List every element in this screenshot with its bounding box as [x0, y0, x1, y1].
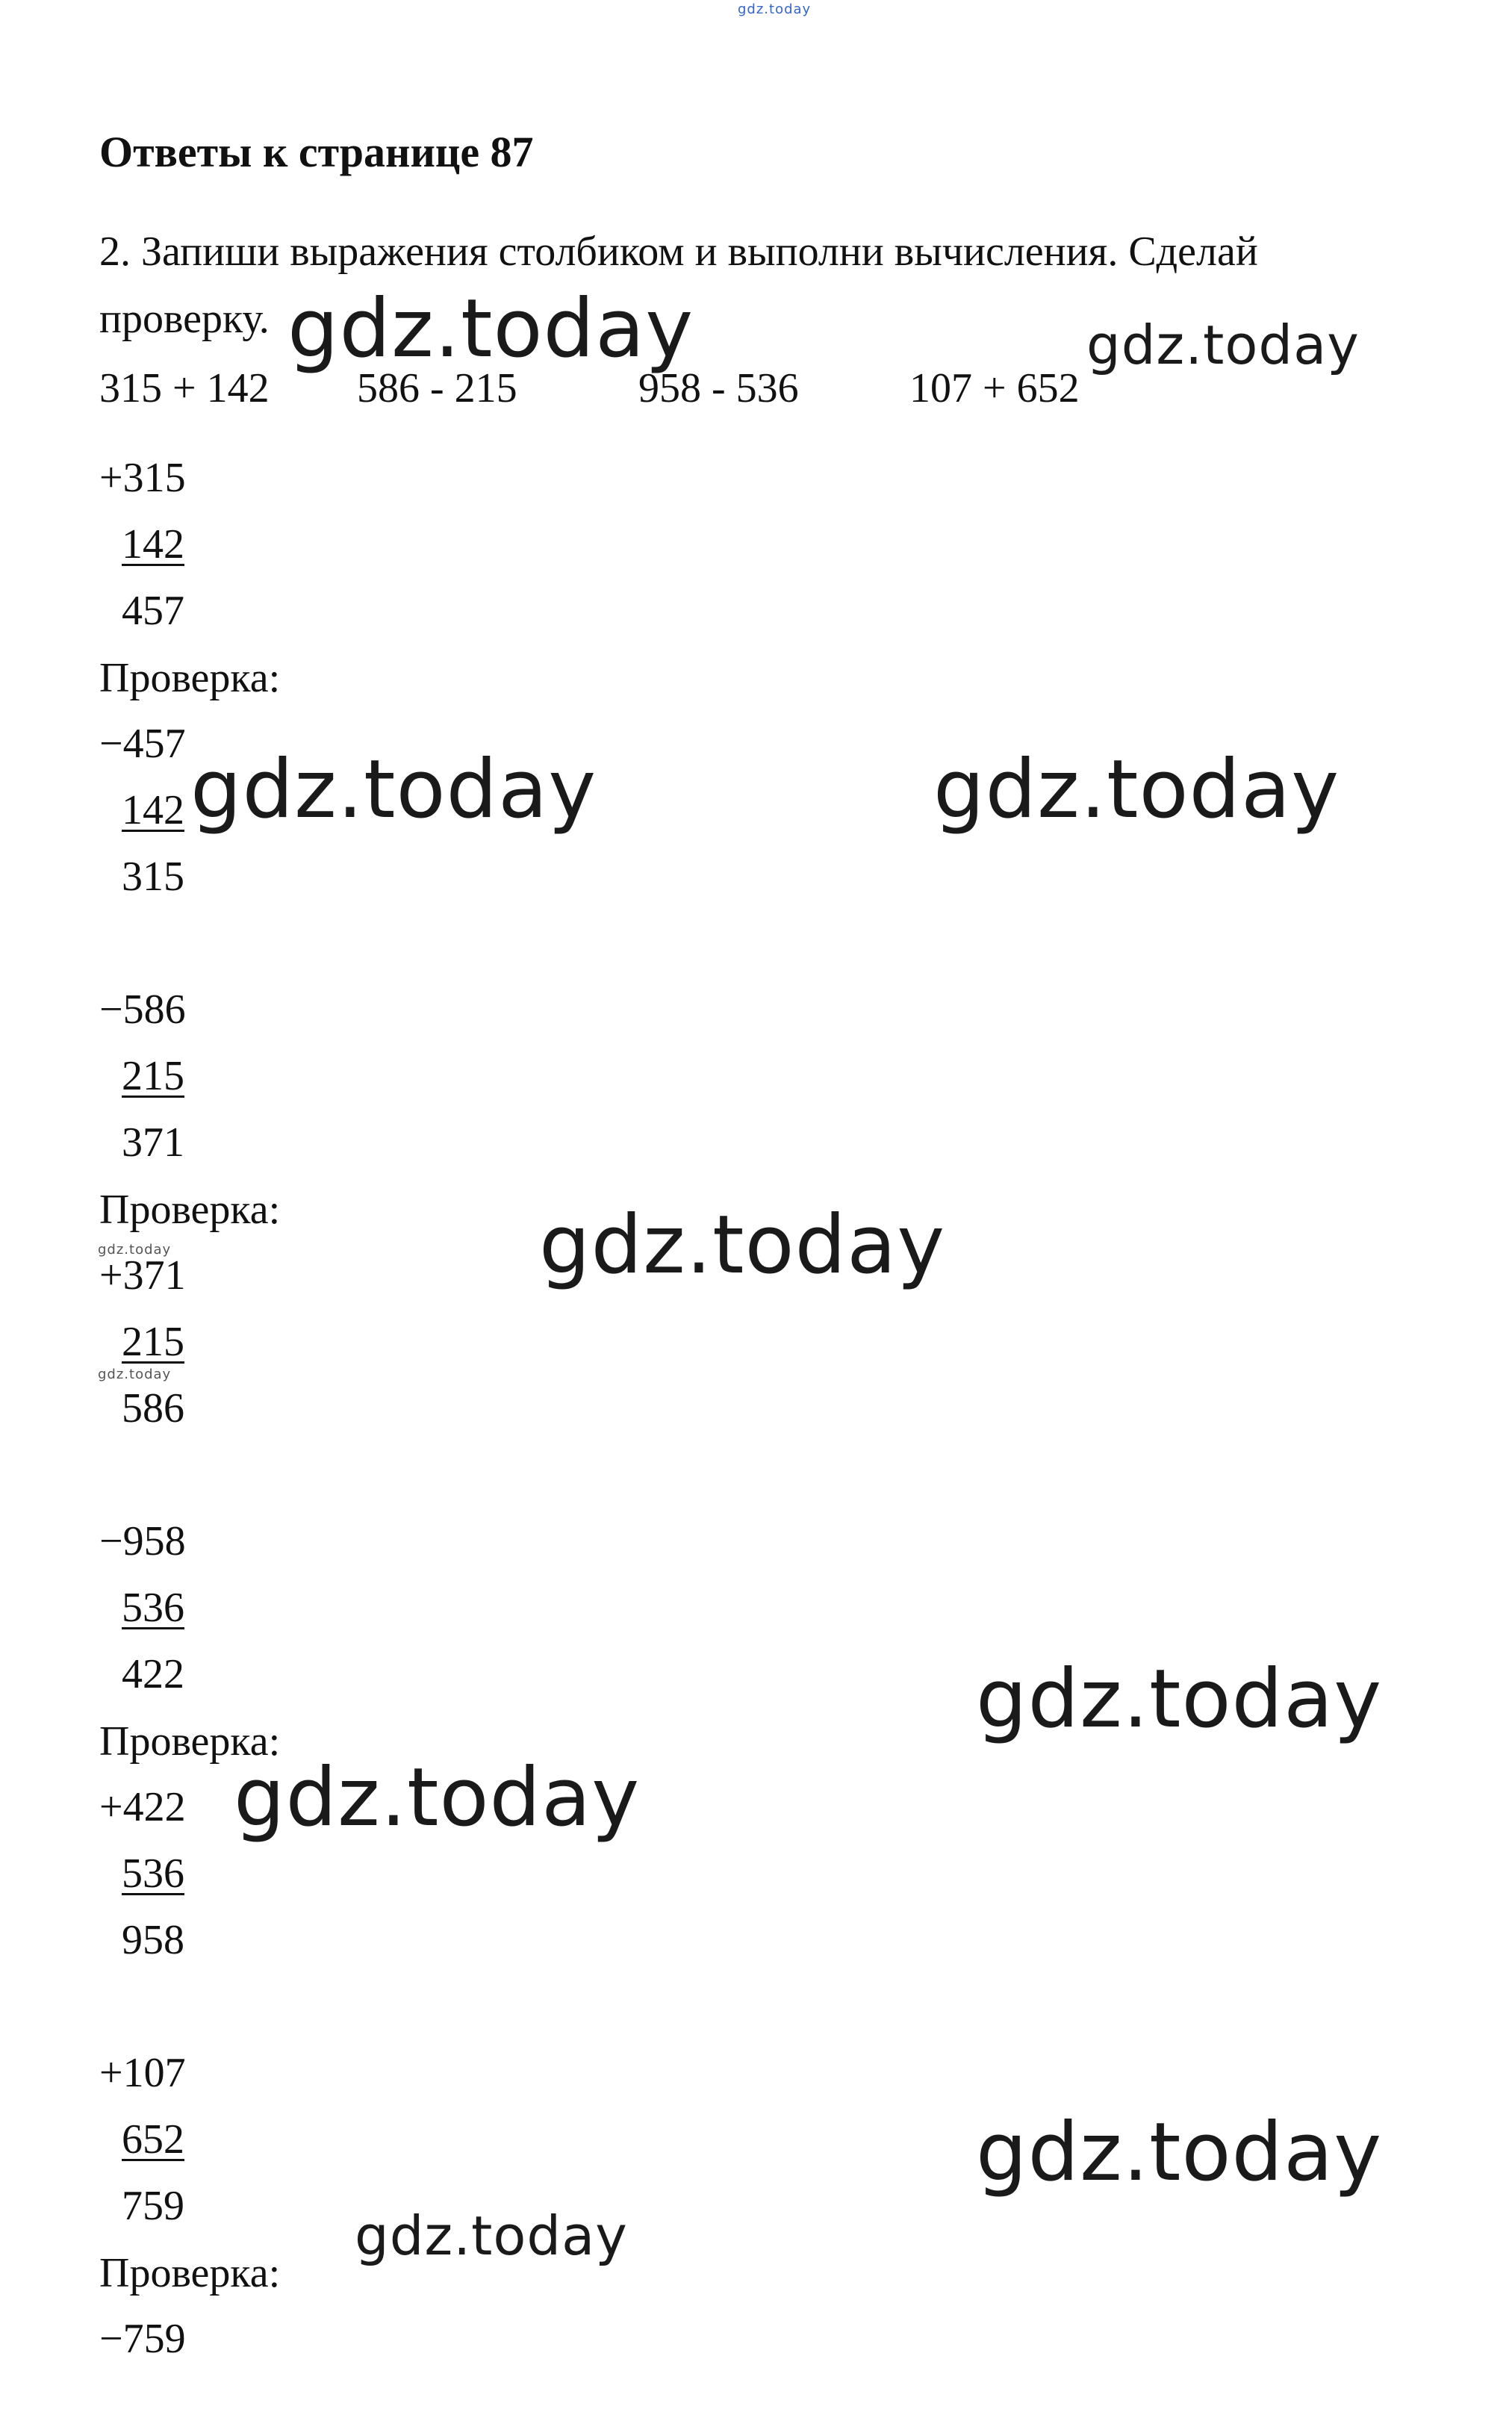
task-text-line1: 2. Запиши выражения столбиком и выполни вычисления. Сделай — [99, 229, 1258, 275]
expression-4: 107 + 652 — [909, 365, 1080, 411]
calc4-operand-b: 652 — [122, 2116, 184, 2163]
watermark-8: gdz.today — [976, 2106, 1383, 2199]
calc1-check-operand-a: −457 — [99, 721, 186, 767]
watermark-2: gdz.today — [1086, 314, 1360, 376]
watermark-5: gdz.today — [539, 1199, 946, 1292]
page-title: Ответы к странице 87 — [99, 128, 534, 176]
calc1-check-label: Проверка: — [99, 655, 281, 701]
watermark-tiny-1: gdz.today — [98, 1242, 172, 1258]
watermark-top: gdz.today — [738, 1, 812, 17]
watermark-3: gdz.today — [190, 743, 597, 836]
calc4-check-label: Проверка: — [99, 2250, 281, 2296]
calc1-operand-a: +315 — [99, 455, 186, 501]
calc2-check-operand-a: +371 — [99, 1252, 186, 1299]
expression-3: 958 - 536 — [638, 365, 799, 411]
calc1-operand-b: 142 — [122, 521, 184, 568]
calc2-operand-a: −586 — [99, 986, 186, 1033]
calc2-result: 371 — [122, 1119, 184, 1166]
watermark-6: gdz.today — [976, 1653, 1383, 1746]
calc3-result: 422 — [122, 1651, 184, 1697]
calc4-check-operand-a: −759 — [99, 2316, 186, 2362]
calc2-check-operand-b: 215 — [122, 1319, 184, 1365]
watermark-7: gdz.today — [234, 1751, 641, 1845]
watermark-tiny-2: gdz.today — [98, 1367, 172, 1382]
calc3-operand-a: −958 — [99, 1518, 186, 1564]
calc2-operand-b: 215 — [122, 1053, 184, 1099]
expression-2: 586 - 215 — [357, 365, 517, 411]
calc3-operand-b: 536 — [122, 1585, 184, 1631]
calc3-check-operand-b: 536 — [122, 1850, 184, 1897]
calc1-check-operand-b: 142 — [122, 787, 184, 833]
calc3-check-label: Проверка: — [99, 1718, 281, 1765]
calc4-operand-a: +107 — [99, 2050, 186, 2096]
task-text-line2: проверку. — [99, 296, 270, 342]
watermark-9: gdz.today — [355, 2204, 628, 2267]
expression-1: 315 + 142 — [99, 365, 270, 411]
calc3-check-operand-a: +422 — [99, 1784, 186, 1830]
calc4-result: 759 — [122, 2183, 184, 2229]
calc3-check-result: 958 — [122, 1917, 184, 1963]
calc1-check-result: 315 — [122, 854, 184, 900]
watermark-4: gdz.today — [933, 743, 1340, 836]
calc1-result: 457 — [122, 588, 184, 634]
calc2-check-result: 586 — [122, 1385, 184, 1432]
watermark-1: gdz.today — [287, 282, 694, 376]
calc2-check-label: Проверка: — [99, 1187, 281, 1233]
